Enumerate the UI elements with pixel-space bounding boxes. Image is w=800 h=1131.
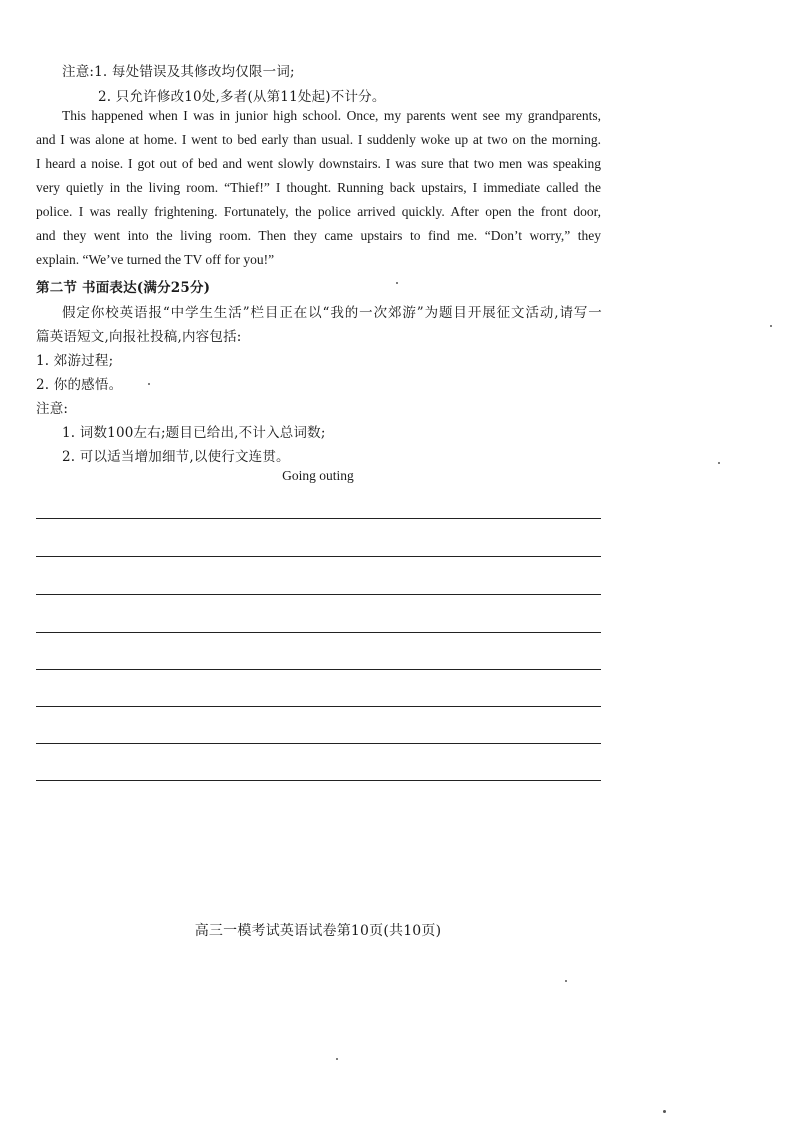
writing-line[interactable] [36,780,601,781]
content-item: 2. 你的感悟。 [36,377,123,393]
scan-speck [663,1110,666,1113]
scan-speck [718,462,720,464]
error-correction-passage [36,104,601,272]
note-rule-2: 2. 只允许修改10处,多者(从第11处起)不计分。 [98,89,386,105]
section-heading: 第二节 书面表达(满分25分) [36,280,211,296]
essay-title: Going outing [282,468,354,483]
writing-line[interactable] [36,518,601,519]
scan-speck [148,383,150,385]
writing-line[interactable] [36,556,601,557]
passage-line: explain. “We’ve turned the TV off for you!” [36,252,275,267]
prompt-line: 篇英语短文,向报社投稿,内容包括: [36,329,242,345]
scan-speck [770,325,772,327]
notice-item: 1. 词数100左右;题目已给出,不计入总词数; [62,425,326,441]
content-item: 1. 郊游过程; [36,353,114,369]
page-footer: 高三一模考试英语试卷第10页(共10页) [194,923,442,939]
writing-line[interactable] [36,743,601,744]
passage-line: and they went into the living room. Then they came upstairs to find me. “Don’t worry,” they [36,228,601,243]
prompt-line: 假定你校英语报“中学生生活”栏目正在以“我的一次郊游”为题目开展征文活动,请写一 [62,305,602,321]
scan-speck [336,1058,338,1060]
writing-line[interactable] [36,594,601,595]
writing-line[interactable] [36,669,601,670]
passage-line: police. I was really frightening. Fortunately, the police arrived quickly. After open the front door, [36,204,601,219]
notice-label: 注意: [36,401,69,417]
passage-line: very quietly in the living room. “Thief!” I thought. Running back upstairs, I immediate called the [36,180,601,195]
notice-item: 2. 可以适当增加细节,以使行文连贯。 [62,449,290,465]
scan-speck [396,282,398,284]
scan-speck [565,980,567,982]
writing-line[interactable] [36,632,601,633]
passage-line: and I was alone at home. I went to bed early than usual. I suddenly woke up at two on the morning. [36,132,601,147]
passage-line: This happened when I was in junior high school. Once, my parents went see my grandparents, [62,108,601,123]
passage-line: I heard a noise. I got out of bed and went slowly downstairs. I was sure that two men was speaking [36,156,601,171]
writing-line[interactable] [36,706,601,707]
note-rule-1: 注意:1. 每处错误及其修改均仅限一词; [62,64,295,80]
